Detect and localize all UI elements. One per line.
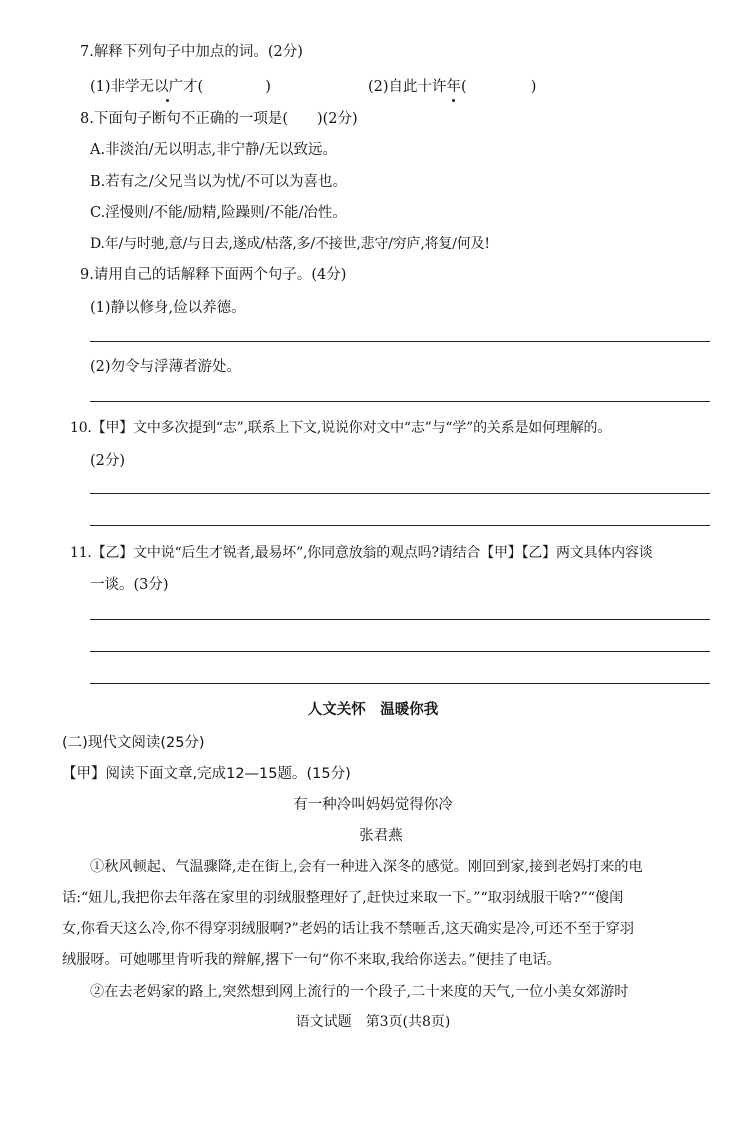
q7-item-1-text: (1)非学无以广才( — [90, 79, 204, 95]
q11-stem: 11.【乙】文中说“后生才锐者,最易坏”,你同意放翁的观点吗?请结合【甲】【乙】两文具体内容谈 — [70, 545, 653, 561]
answer-line[interactable] — [90, 525, 710, 526]
q9-item-2: (2)勿令与浮薄者游处。 — [90, 359, 242, 375]
answer-line[interactable] — [90, 493, 710, 494]
answer-line[interactable] — [90, 683, 710, 684]
article-title: 有一种冷叫妈妈觉得你冷 — [293, 797, 453, 813]
article-paragraph-line: 绒服呀。可她哪里肯听我的辩解,撂下一句“你不来取,我给你送去。”便挂了电话。 — [62, 952, 561, 968]
part-2-title: (二)现代文阅读(25分) — [62, 735, 205, 751]
q7-stem: 7.解释下列句子中加点的词。(2分) — [80, 44, 303, 60]
q7-item-2-close: ) — [530, 79, 537, 95]
q8-option-a[interactable]: A.非淡泊/无以明志,非宁静/无以致远。 — [90, 142, 337, 158]
q7-item-2 — [368, 77, 536, 97]
q8-option-c[interactable]: C.淫慢则/不能/励精,险躁则/不能/冶性。 — [90, 205, 347, 221]
q11-stem-continued: 一谈。(3分) — [90, 577, 169, 593]
article-paragraph-line: 女,你看天这么冷,你不得穿羽绒服啊?”老妈的话让我不禁咂舌,这天确实是冷,可还不至于穿羽 — [62, 921, 635, 937]
q8-option-d[interactable]: D.年/与时驰,意/与日去,遂成/枯落,多/不接世,悲守/穷庐,将复/何及! — [90, 236, 490, 252]
q7-item-1 — [90, 77, 271, 97]
q7-item-1-close: ) — [265, 79, 271, 95]
q8-option-b[interactable]: B.若有之/父兄当以为忧/不可以为喜也。 — [90, 174, 348, 190]
answer-line[interactable] — [90, 341, 710, 342]
article-paragraph-line: ①秋风顿起、气温骤降,走在街上,会有一种进入深冬的感觉。刚回到家,接到老妈打来的电 — [90, 859, 643, 875]
answer-line[interactable] — [90, 651, 710, 652]
emphasis-dot — [166, 99, 169, 102]
section-title: 人文关怀 温暖你我 — [307, 702, 439, 718]
q9-stem: 9.请用自己的话解释下面两个句子。(4分) — [80, 267, 347, 283]
q10-score: (2分) — [90, 453, 126, 469]
q9-item-1: (1)静以修身,俭以养德。 — [90, 300, 246, 316]
article-author: 张君燕 — [359, 828, 403, 844]
q10-stem: 10.【甲】文中多次提到“志”,联系上下文,说说你对文中“志”与“学”的关系是如何理解的。 — [70, 420, 612, 436]
q7-item-2-text: (2)自此十许年( — [368, 79, 467, 95]
emphasis-dot — [452, 99, 455, 102]
answer-line[interactable] — [90, 401, 710, 402]
part-2-instruction: 【甲】阅读下面文章,完成12—15题。(15分) — [62, 766, 351, 782]
article-paragraph-line: ②在去老妈家的路上,突然想到网上流行的一个段子,二十来度的天气,一位小美女郊游时 — [90, 984, 629, 1000]
page-footer: 语文试题 第3页(共8页) — [295, 1014, 451, 1030]
answer-line[interactable] — [90, 619, 710, 620]
article-paragraph-line: 话:“妞儿,我把你去年落在家里的羽绒服整理好了,赶快过来取一下。”“取羽绒服干啥?”“傻闺 — [62, 890, 624, 906]
q8-stem: 8.下面句子断句不正确的一项是( )(2分) — [80, 111, 358, 127]
